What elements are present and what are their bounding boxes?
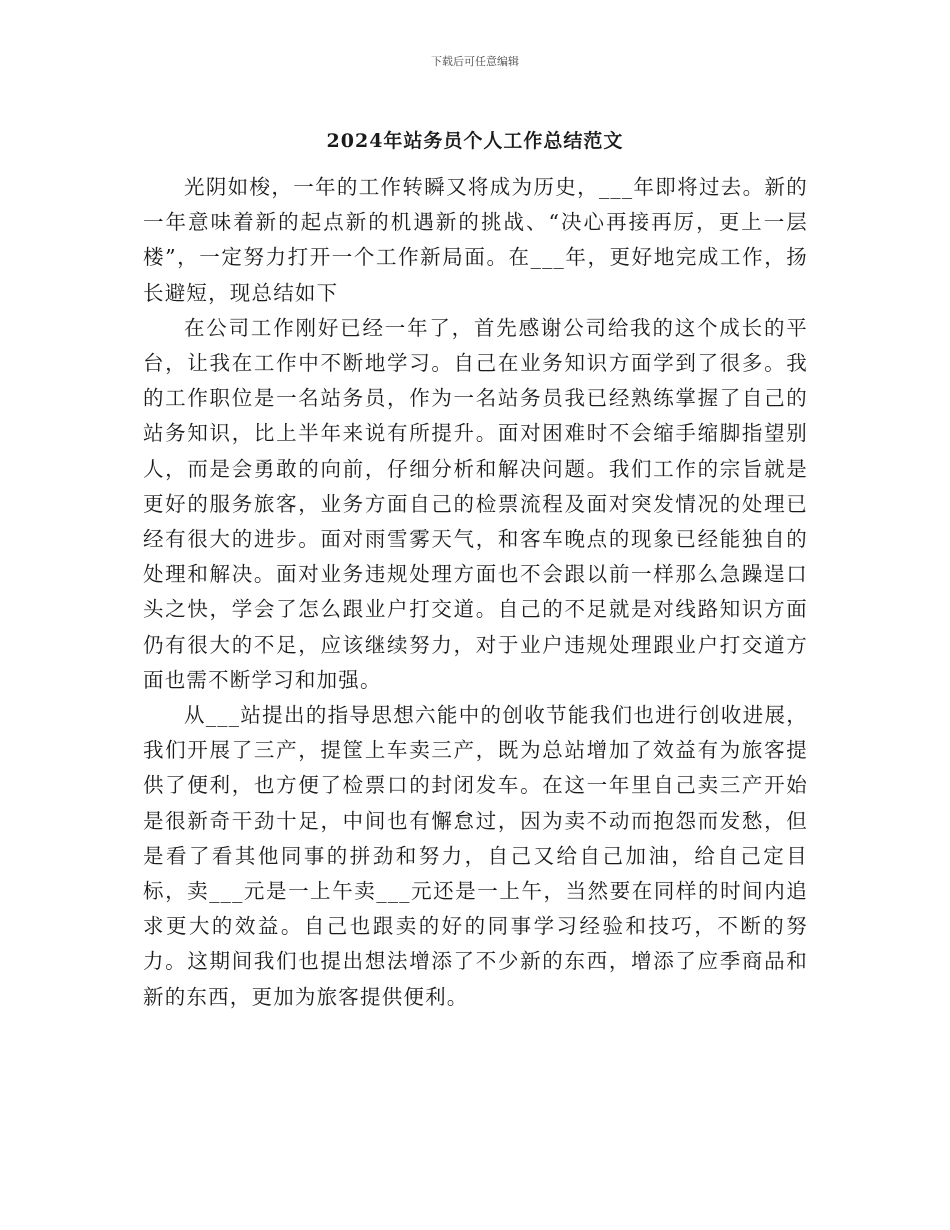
document-title: 2024年站务员个人工作总结范文 — [326, 130, 624, 152]
paragraph-revenue: 从___站提出的指导思想六能中的创收节能我们也进行创收进展，我们开展了三产，提筐上车卖三产，既为总站增加了效益有为旅客提供了便利，也方便了检票口的封闭发车。在这一年里自己卖三产开始是很新奇干劲十足，中间也有懈怠过，因为卖不动而抱怨而发愁，但是看了看其他同事的拼劲和努力，自己又给自己加油，给自己定目标，卖___元是一上午卖___元还是一上午，当然要在同样的时间内追求更大的效益。自己也跟卖的好的同事学习经验和技巧，不断的努力。这期间我们也提出想法增添了不少新的东西，增添了应季商品和新的东西，更加为旅客提供便利。 — [143, 703, 808, 1009]
header-note: 下载后可任意编辑 — [431, 55, 519, 68]
paragraph-intro: 光阴如梭，一年的工作转瞬又将成为历史，___年即将过去。新的一年意味着新的起点新的机遇新的挑战、“决心再接再厉，更上一层楼”，一定努力打开一个工作新局面。在___年，更好地完成工作，扬长避短，现总结如下 — [143, 175, 808, 305]
document-body — [143, 170, 808, 1015]
paragraph-work-review: 在公司工作刚好已经一年了，首先感谢公司给我的这个成长的平台，让我在工作中不断地学习。自己在业务知识方面学到了很多。我的工作职位是一名站务员，作为一名站务员我已经熟练掌握了自己的站务知识，比上半年来说有所提升。面对困难时不会缩手缩脚指望别人，而是会勇敢的向前，仔细分析和解决问题。我们工作的宗旨就是更好的服务旅客，业务方面自己的检票流程及面对突发情况的处理已经有很大的进步。面对雨雪雾天气，和客车晚点的现象已经能独自的处理和解决。面对业务违规处理方面也不会跟以前一样那么急躁逞口头之快，学会了怎么跟业户打交道。自己的不足就是对线路知识方面仍有很大的不足，应该继续努力，对于业户违规处理跟业户打交道方面也需不断学习和加强。 — [143, 315, 808, 692]
